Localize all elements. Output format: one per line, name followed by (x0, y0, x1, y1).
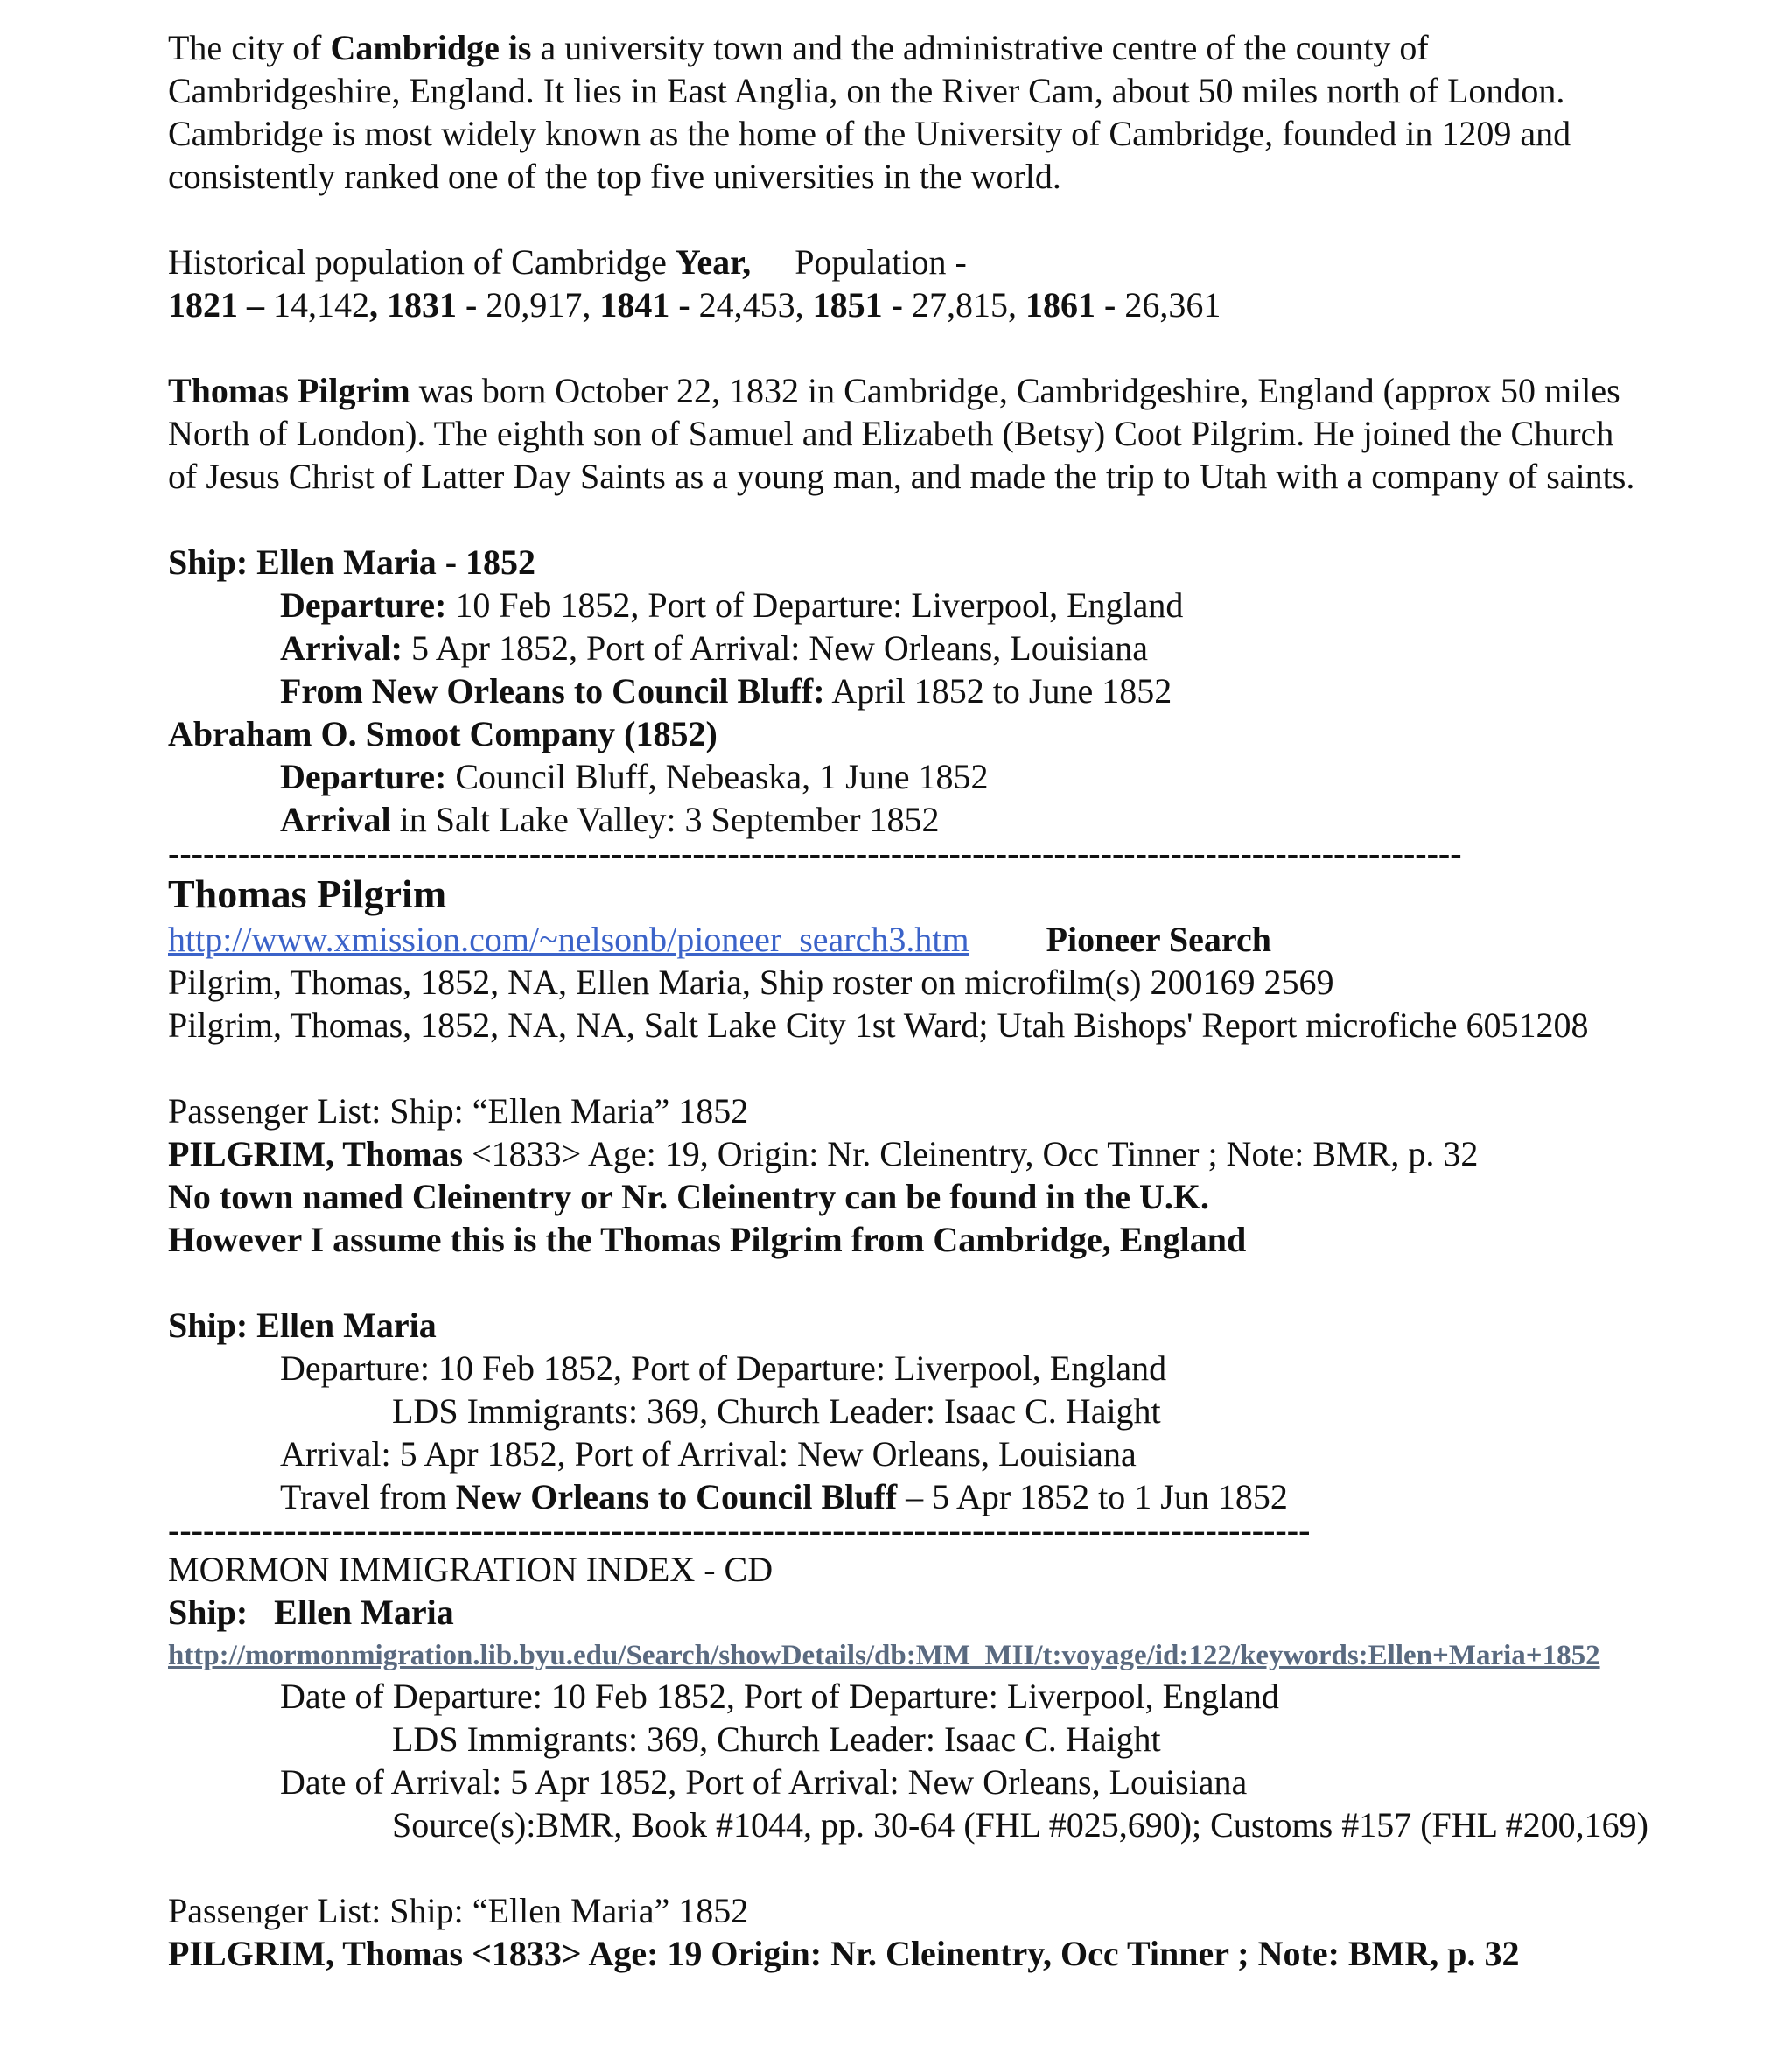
company-departure-value: Council Bluff, Nebeaska, 1 June 1852 (446, 757, 989, 796)
population-year: 1841 - (599, 285, 690, 325)
passenger-entry (168, 1132, 1743, 1175)
population-value: 27,815, (902, 285, 1026, 325)
ship2-travel-dates: – 5 Apr 1852 to 1 Jun 1852 (897, 1477, 1288, 1516)
ship2-travel (168, 1475, 1743, 1518)
ship1-arrival (168, 626, 1743, 669)
ship2-travel-route: New Orleans to Council Bluff (455, 1477, 898, 1516)
ship1-departure-value: 10 Feb 1852, Port of Departure: Liverpool, England (446, 585, 1184, 625)
population-values (168, 284, 1743, 326)
ship2-immigrants: LDS Immigrants: 369, Church Leader: Isaac C. Haight (392, 1391, 1161, 1431)
company-arrival-value: in Salt Lake Valley: 3 September 1852 (390, 800, 940, 839)
mii-departure: Date of Departure: 10 Feb 1852, Port of Departure: Liverpool, England (280, 1676, 1279, 1716)
mii-immigrants: LDS Immigrants: 369, Church Leader: Isaac C. Haight (392, 1719, 1161, 1759)
population-value: 24,453, (690, 285, 813, 325)
company-arrival (168, 798, 1743, 841)
ship1-travel-label: From New Orleans to Council Bluff: (280, 671, 825, 710)
ship2-travel-prefix: Travel from (280, 1477, 456, 1516)
intro-line-4: consistently ranked one of the top five universities in the world. (168, 157, 1061, 196)
mii-title: MORMON IMMIGRATION INDEX - CD (168, 1550, 774, 1589)
population-year: , 1831 - (369, 285, 478, 325)
passenger-detail: <1833> Age: 19, Origin: Nr. Cleinentry, Occ Tinner ; Note: BMR, p. 32 (463, 1134, 1479, 1173)
pioneer-link-line (168, 918, 1743, 961)
pioneer-search-label: Pioneer Search (1046, 920, 1271, 959)
bio-name: Thomas Pilgrim (168, 371, 410, 410)
ship1-departure-label: Departure: (280, 585, 447, 625)
bio-line-1 (168, 369, 1743, 412)
spacer (168, 198, 1743, 241)
company-departure (168, 755, 1743, 798)
population-value: 14,142 (264, 285, 369, 325)
population-year: 1851 - (812, 285, 903, 325)
mii-link[interactable]: http://mormonmigration.lib.byu.edu/Search/showDetails/db:MM_MII/t:voyage/id:122/keywords:Ellen+Maria+1852 (168, 1640, 1600, 1671)
passenger-name: PILGRIM, Thomas (168, 1134, 464, 1173)
mii-ship: Ship: Ellen Maria (168, 1592, 454, 1632)
ship1-travel (168, 669, 1743, 712)
bio-line-3: of Jesus Christ of Latter Day Saints as a young man, and made the trip to Utah with a company of saints. (168, 457, 1635, 496)
spacer (168, 498, 1743, 541)
population-value: 26,361 (1116, 285, 1222, 325)
company-title: Abraham O. Smoot Company (1852) (168, 714, 718, 753)
ship2-title: Ship: Ellen Maria (168, 1306, 437, 1345)
pioneer-record-2: Pilgrim, Thomas, 1852, NA, NA, Salt Lake City 1st Ward; Utah Bishops' Report microfiche 6051208 (168, 1005, 1589, 1045)
intro-line-1 (168, 26, 1743, 69)
population-pop-label: Population - (751, 242, 967, 282)
company-arrival-label: Arrival (280, 800, 391, 839)
company-departure-label: Departure: (280, 757, 447, 796)
pioneer-heading: Thomas Pilgrim (168, 872, 447, 916)
bio-line-2: North of London). The eighth son of Samuel and Elizabeth (Betsy) Coot Pilgrim. He joined the Church (168, 414, 1614, 453)
population-year-label: Year, (675, 242, 752, 282)
mii-link-line (168, 1634, 1743, 1675)
pioneer-record-1: Pilgrim, Thomas, 1852, NA, Ellen Maria, Ship roster on microfilm(s) 200169 2569 (168, 962, 1334, 1002)
ship1-arrival-label: Arrival: (280, 628, 402, 668)
mii-sources: Source(s):BMR, Book #1044, pp. 30-64 (FHL #025,690); Customs #157 (FHL #200,169) (392, 1805, 1648, 1844)
ship2-departure: Departure: 10 Feb 1852, Port of Departure: Liverpool, England (280, 1348, 1167, 1388)
intro-text: a university town and the administrative centre of the county of (531, 28, 1429, 67)
population-year: 1821 – (168, 285, 264, 325)
population-label: Historical population of Cambridge (168, 242, 676, 282)
ship1-travel-value: April 1852 to June 1852 (824, 671, 1172, 710)
passenger-list-title-2: Passenger List: Ship: “Ellen Maria” 1852 (168, 1891, 749, 1930)
spacer (168, 1046, 1743, 1089)
pioneer-search-link[interactable]: http://www.xmission.com/~nelsonb/pioneer_search3.htm (168, 920, 970, 959)
intro-text: The city of (168, 28, 331, 67)
spacer (168, 1846, 1743, 1889)
intro-line-2: Cambridgeshire, England. It lies in East Anglia, on the River Cam, about 50 miles north of London. (168, 71, 1565, 110)
ship1-arrival-value: 5 Apr 1852, Port of Arrival: New Orleans, Louisiana (402, 628, 1149, 668)
spacer (168, 1261, 1743, 1304)
passenger-note-1: No town named Cleinentry or Nr. Cleinentry can be found in the U.K. (168, 1177, 1210, 1216)
ship2-arrival: Arrival: 5 Apr 1852, Port of Arrival: New Orleans, Louisiana (280, 1434, 1137, 1474)
document-page (168, 26, 1743, 1975)
passenger-note-2: However I assume this is the Thomas Pilgrim from Cambridge, England (168, 1220, 1247, 1259)
mii-arrival: Date of Arrival: 5 Apr 1852, Port of Arrival: New Orleans, Louisiana (280, 1762, 1248, 1802)
passenger-entry-2: PILGRIM, Thomas <1833> Age: 19 Origin: Nr. Cleinentry, Occ Tinner ; Note: BMR, p. 32 (168, 1934, 1520, 1973)
passenger-list-title: Passenger List: Ship: “Ellen Maria” 1852 (168, 1091, 749, 1130)
population-year: 1861 - (1025, 285, 1116, 325)
population-header (168, 241, 1743, 284)
bio-text: was born October 22, 1832 in Cambridge, Cambridgeshire, England (approx 50 miles (410, 371, 1620, 410)
ship1-departure (168, 584, 1743, 626)
intro-bold-cambridge: Cambridge is (330, 28, 532, 67)
intro-line-3: Cambridge is most widely known as the home of the University of Cambridge, founded in 1209 and (168, 114, 1572, 153)
divider-rule: --------------------------------------------------------------------------------------------------------------- (168, 836, 1462, 871)
divider-rule: -------------------------------------------------------------------------------------------------- (168, 1513, 1311, 1548)
ship1-title: Ship: Ellen Maria - 1852 (168, 542, 536, 582)
spacer (168, 326, 1743, 369)
population-value: 20,917, (477, 285, 600, 325)
